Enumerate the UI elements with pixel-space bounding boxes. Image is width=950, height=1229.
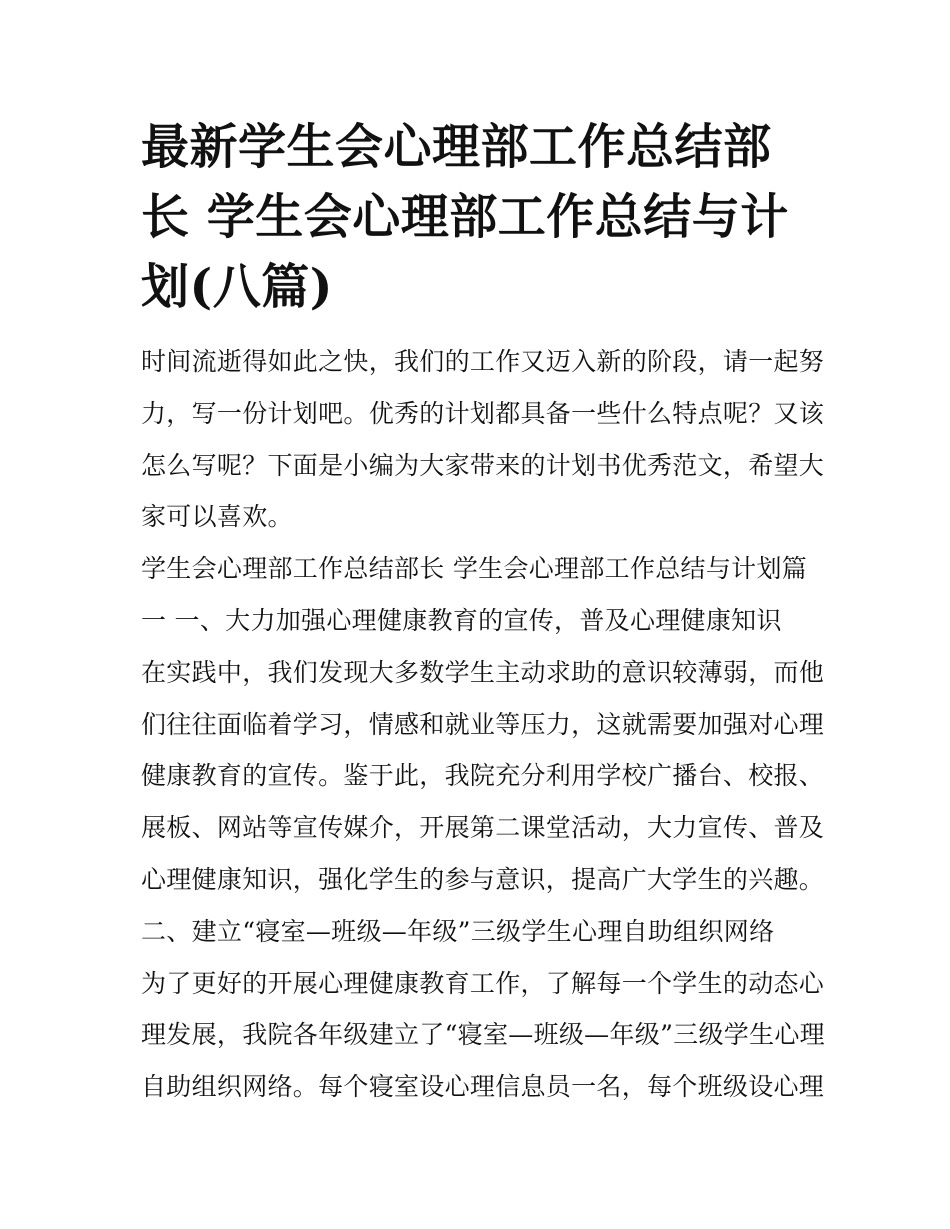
body-line: 理发展，我院各年级建立了“寝室—班级—年级”三级学生心理	[141, 1020, 825, 1050]
document-page	[141, 112, 825, 1113]
body-line: 健康教育的宣传。鉴于此，我院充分利用学校广播台、校报、	[141, 761, 825, 791]
document-title	[141, 112, 813, 322]
body-line: 展板、网站等宣传媒介，开展第二课堂活动，大力宣传、普及	[141, 813, 825, 843]
body-line: 自助组织网络。每个寝室设心理信息员一名，每个班级设心理	[141, 1072, 825, 1102]
body-line: 时间流逝得如此之快，我们的工作又迈入新的阶段，请一起努	[141, 347, 825, 376]
document-body	[141, 336, 825, 1113]
body-line: 们往往面临着学习，情感和就业等压力，这就需要加强对心理	[141, 709, 825, 739]
body-line: 力，写一份计划吧。优秀的计划都具备一些什么特点呢？又该	[141, 398, 825, 428]
title-line-2: 长 学生会心理部工作总结与计	[141, 189, 789, 245]
section-heading-line: 二、建立“寝室—班级—年级”三级学生心理自助组织网络	[141, 916, 775, 946]
title-line-3: 划(八篇)	[141, 259, 333, 315]
body-line: 心理健康知识，强化学生的参与意识，提高广大学生的兴趣。	[141, 864, 825, 894]
section-heading-line: 学生会心理部工作总结部长 学生会心理部工作总结与计划篇	[141, 554, 808, 584]
body-line: 怎么写呢？下面是小编为大家带来的计划书优秀范文，希望大	[141, 450, 825, 480]
body-line: 家可以喜欢。	[141, 502, 293, 532]
body-line: 在实践中，我们发现大多数学生主动求助的意识较薄弱，而他	[141, 657, 825, 687]
body-line: 为了更好的开展心理健康教育工作，了解每一个学生的动态心	[141, 968, 825, 998]
title-line-1: 最新学生会心理部工作总结部	[141, 119, 772, 175]
section-heading-line: 一 一、大力加强心理健康教育的宣传，普及心理健康知识	[141, 605, 782, 635]
